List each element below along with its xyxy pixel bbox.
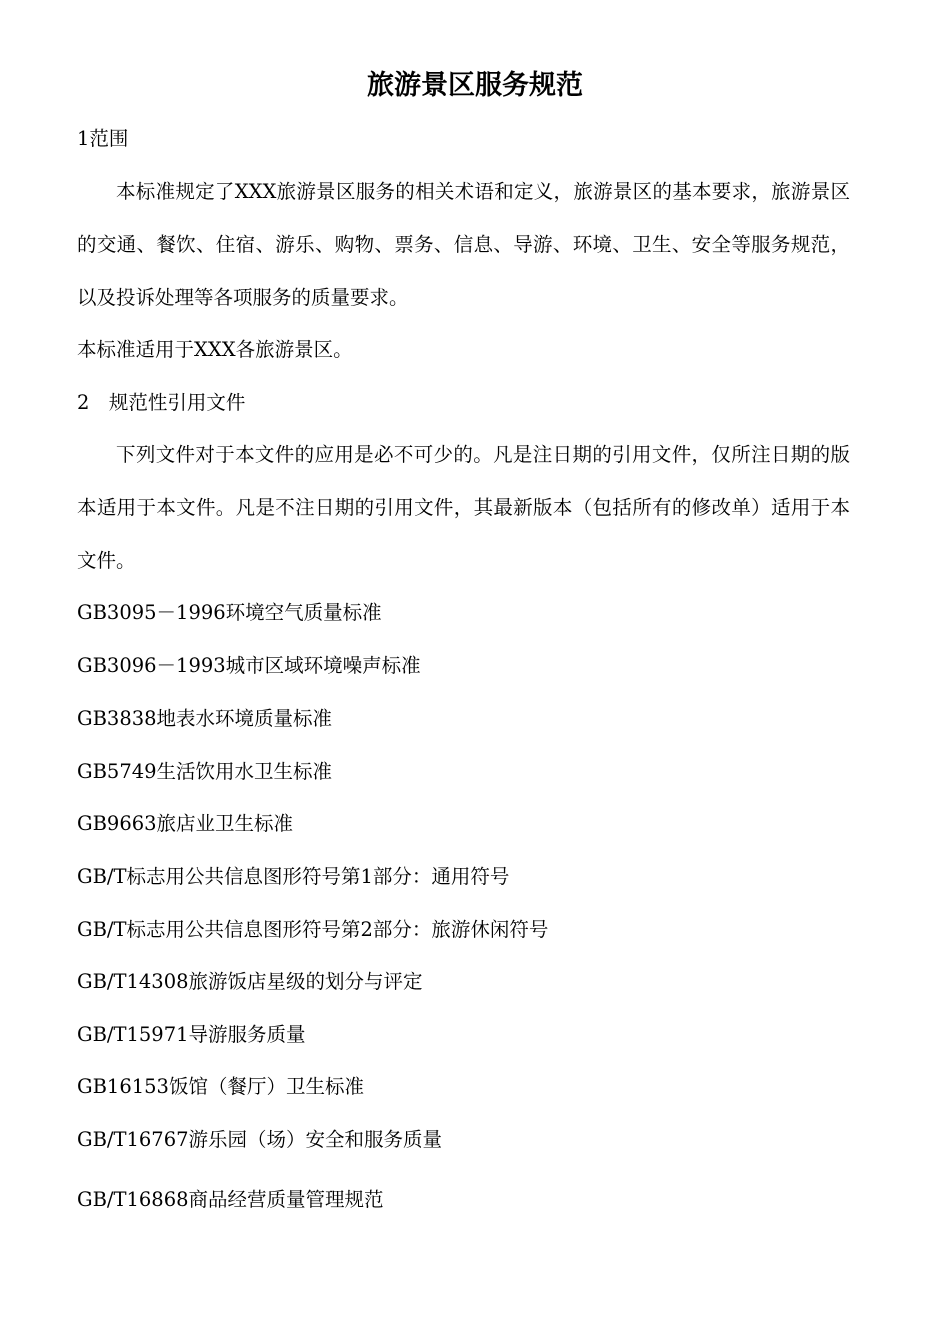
reference-item: GB/T标志用公共信息图形符号第2部分：旅游休闲符号 (77, 918, 549, 941)
section-heading-references: 2 规范性引用文件 (77, 391, 246, 414)
reference-item: GB3838地表水环境质量标准 (77, 707, 333, 730)
section-heading-scope: 1范围 (77, 127, 129, 150)
reference-item: GB/T14308旅游饭店星级的划分与评定 (77, 970, 423, 993)
reference-item: GB3095－1996环境空气质量标准 (77, 601, 382, 624)
reference-item: GB/T16767游乐园（场）安全和服务质量 (77, 1128, 443, 1151)
reference-item: GB5749生活饮用水卫生标准 (77, 760, 333, 783)
reference-item: GB/T标志用公共信息图形符号第1部分：通用符号 (77, 865, 510, 888)
scope-paragraph: 本标准规定了XXX旅游景区服务的相关术语和定义，旅游景区的基本要求，旅游景区的交通、餐饮、住宿、游乐、购物、票务、信息、导游、环境、卫生、安全等服务规范，以及投诉处理等各项服务的质量要求。 (77, 180, 850, 309)
page-title: 旅游景区服务规范 (367, 70, 583, 101)
reference-item: GB/T16868商品经营质量管理规范 (77, 1188, 384, 1211)
reference-item: GB9663旅店业卫生标准 (77, 812, 294, 835)
reference-item: GB/T15971导游服务质量 (77, 1023, 306, 1046)
reference-item: GB3096－1993城市区域环境噪声标准 (77, 654, 421, 677)
reference-item: GB16153饭馆（餐厅）卫生标准 (77, 1075, 364, 1098)
scope-applicability-note: 本标准适用于XXX各旅游景区。 (77, 338, 353, 361)
references-intro-paragraph: 下列文件对于本文件的应用是必不可少的。凡是注日期的引用文件，仅所注日期的版本适用于本文件。凡是不注日期的引用文件，其最新版本（包括所有的修改单）适用于本文件。 (77, 443, 850, 572)
